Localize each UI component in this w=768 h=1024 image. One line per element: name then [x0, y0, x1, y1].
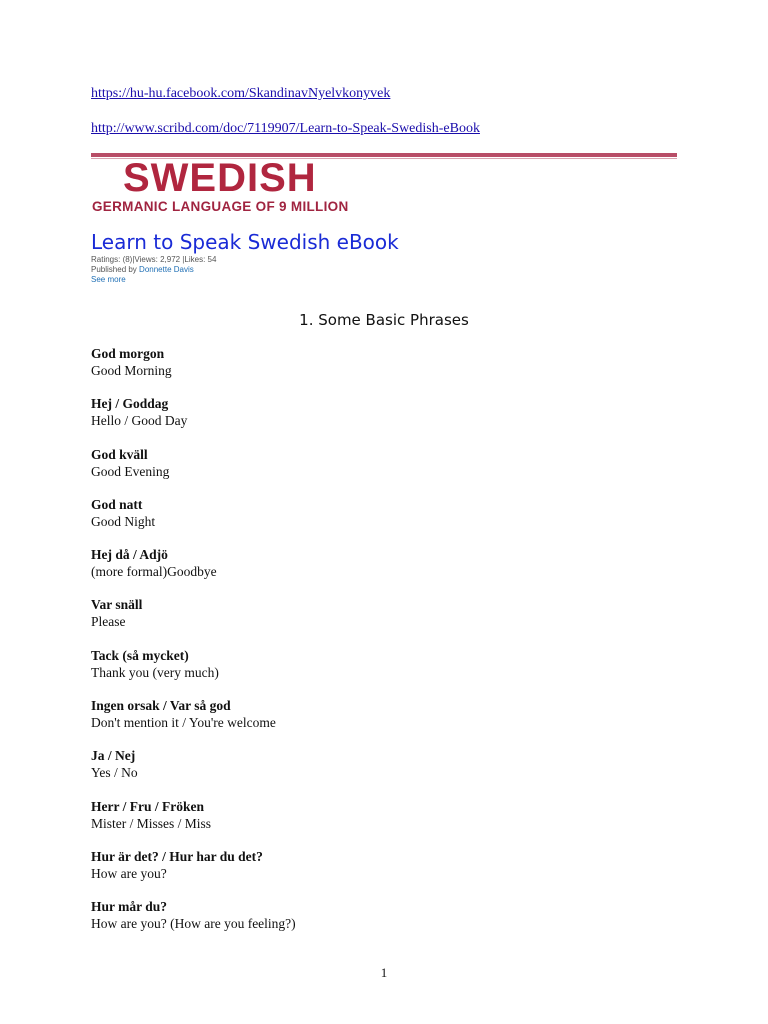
ebook-title[interactable]: Learn to Speak Swedish eBook [91, 230, 399, 254]
phrase-item [91, 798, 691, 848]
english-translation: Don't mention it / You're welcome [91, 715, 276, 731]
english-translation: Yes / No [91, 765, 138, 781]
facebook-link[interactable]: https://hu-hu.facebook.com/SkandinavNyelvkonyvek [91, 86, 391, 101]
published-by-label: Published by [91, 265, 137, 274]
swedish-phrase: Herr / Fru / Fröken [91, 798, 204, 814]
english-translation: Thank you (very much) [91, 664, 219, 680]
phrase-list [91, 345, 691, 949]
english-translation: (more formal)Goodbye [91, 564, 217, 580]
swedish-phrase: God morgon [91, 346, 165, 361]
see-more-link[interactable]: See more [91, 275, 126, 284]
phrase-item [91, 747, 691, 797]
phrase-item [91, 647, 691, 697]
phrase-item [91, 496, 691, 546]
banner-title: SWEDISH [123, 156, 317, 200]
phrase-item [91, 898, 691, 948]
english-translation: How are you? (How are you feeling?) [91, 916, 296, 932]
phrase-item [91, 848, 691, 898]
section-heading: 1. Some Basic Phrases [299, 311, 469, 329]
english-translation: Mister / Misses / Miss [91, 815, 212, 831]
scribd-link[interactable]: http://www.scribd.com/doc/7119907/Learn-to-Speak-Swedish-eBook [91, 121, 480, 136]
english-translation: Hello / Good Day [91, 413, 188, 429]
phrase-item [91, 546, 691, 596]
swedish-phrase: Tack (så mycket) [91, 647, 189, 663]
english-translation: Good Morning [91, 363, 172, 378]
swedish-phrase: Ingen orsak / Var så god [91, 698, 231, 714]
phrase-item [91, 345, 691, 395]
page-number: 1 [380, 965, 388, 980]
swedish-banner-image [91, 150, 677, 220]
swedish-phrase: God natt [91, 496, 143, 512]
english-translation: Please [91, 614, 126, 630]
phrase-item [91, 395, 691, 445]
english-translation: How are you? [91, 865, 167, 881]
swedish-phrase: Hur mår du? [91, 899, 168, 915]
english-translation: Good Night [91, 513, 156, 529]
phrase-item [91, 446, 691, 496]
swedish-phrase: Hej / Goddag [91, 396, 169, 412]
ebook-stats: Ratings: (8)|Views: 2,972 |Likes: 54 [91, 255, 217, 264]
phrase-item [91, 596, 691, 646]
author-link[interactable]: Donnette Davis [139, 265, 194, 274]
swedish-phrase: Hej då / Adjö [91, 547, 168, 563]
english-translation: Good Evening [91, 463, 170, 479]
swedish-phrase: Hur är det? / Hur har du det? [91, 848, 263, 864]
ebook-published-by [91, 265, 194, 275]
swedish-phrase: Ja / Nej [91, 748, 136, 764]
phrase-item [91, 697, 691, 747]
swedish-phrase: Var snäll [91, 597, 143, 613]
banner-subtitle: GERMANIC LANGUAGE OF 9 MILLION [92, 199, 349, 214]
swedish-phrase: God kväll [91, 446, 148, 462]
